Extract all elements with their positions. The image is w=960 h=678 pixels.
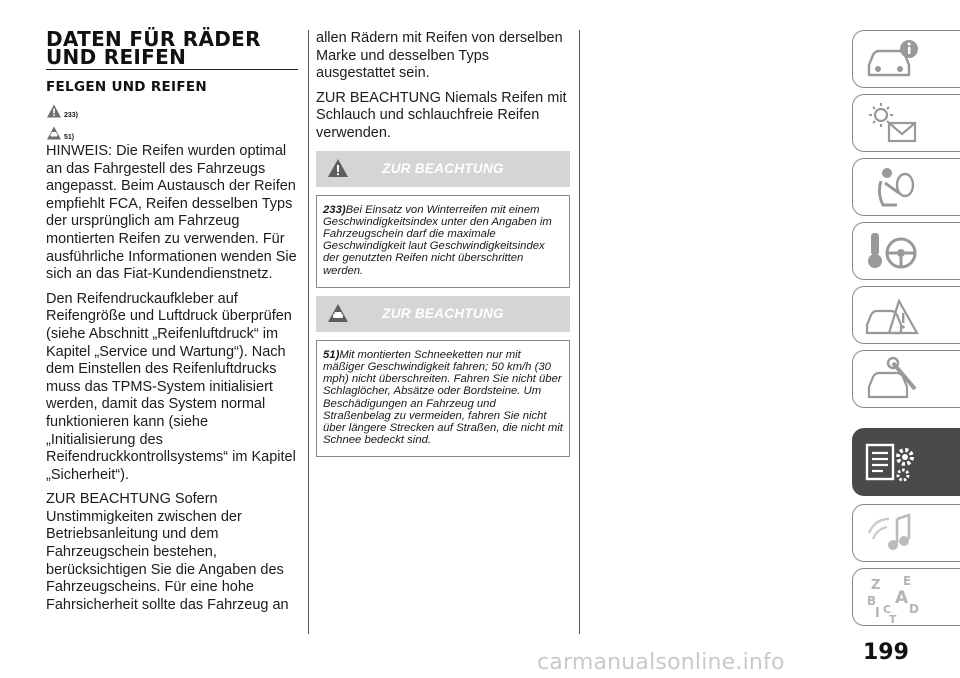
warning-text: Bei Einsatz von Winterreifen mit einem Geschwindigkeitsindex unter den Angaben im Fahrzeugschein darf die maximale Geschwindigkeit laut Geschwindigkeitsindex der genutzten Reifen nicht überschritten werden.: [323, 203, 552, 277]
section-heading-line-1: DATEN FÜR RÄDER: [46, 27, 261, 51]
multimedia-note-icon: [863, 509, 923, 559]
tab-vehicle-info[interactable]: [852, 30, 960, 88]
tab-index[interactable]: [852, 568, 960, 626]
tab-safety[interactable]: [852, 158, 960, 216]
warning-header-2: [316, 296, 570, 332]
index-letter-t: T: [889, 613, 897, 623]
section-heading: [46, 27, 298, 70]
car-hazard-icon: [46, 125, 62, 141]
technical-data-gear-icon: [863, 437, 923, 487]
warning-ref-233: [46, 99, 298, 119]
car-breakdown-icon: [863, 291, 923, 341]
tab-emergency[interactable]: [852, 286, 960, 344]
car-info-icon: [863, 35, 923, 85]
warning-ref-51: [46, 121, 298, 141]
sub-heading: FELGEN UND REIFEN: [46, 79, 207, 95]
alphabetical-index-icon: [863, 573, 923, 623]
index-letter-a: A: [895, 588, 909, 608]
warning-box-233: [316, 195, 570, 288]
page-number: 199: [863, 640, 909, 665]
column-divider: [308, 30, 309, 634]
key-steering-wheel-icon: [863, 227, 923, 277]
tab-starting-driving[interactable]: [852, 222, 960, 280]
paragraph-hinweis: HINWEIS: Die Reifen wurden optimal an das Fahrgestell des Fahrzeugs angepasst. Beim Austausch der Reifen empfiehlt FCA, Reifen desselben Typs der ursprünglich am Fahrzeug montierten Reifen zu verwenden. Für ausführliche Informationen wenden Sie sich an das Fiat-Kundendienstnetz.: [46, 143, 297, 283]
warning-number: 233): [323, 203, 346, 216]
section-heading-line-2: UND REIFEN: [46, 45, 187, 69]
index-letter-b: B: [867, 594, 877, 608]
dashboard-lights-icon: [863, 99, 923, 149]
paragraph-continued: allen Rädern mit Reifen von derselben Marke und desselben Typs ausgestattet sein.: [316, 30, 563, 82]
tab-dashboard[interactable]: [852, 94, 960, 152]
tab-maintenance[interactable]: [852, 350, 960, 408]
index-letter-e: E: [903, 574, 912, 588]
tab-multimedia[interactable]: [852, 504, 960, 562]
index-letter-z: Z: [871, 578, 881, 593]
index-letter-c: C: [883, 603, 892, 616]
paragraph-schlauch: ZUR BEACHTUNG Niemals Reifen mit Schlauch und schlauchfreie Reifen verwenden.: [316, 89, 567, 141]
index-letter-i: I: [875, 606, 880, 621]
ref-label: 233): [64, 112, 79, 119]
column-divider: [579, 30, 580, 634]
watermark: carmanualsonline.info: [537, 650, 785, 675]
warning-number: 51): [323, 348, 340, 361]
warning-triangle-icon: [46, 103, 62, 119]
ref-label: 51): [64, 134, 75, 141]
service-wrench-icon: [863, 355, 923, 405]
warning-box-51: [316, 340, 570, 458]
warning-text: Mit montierten Schneeketten nur mit mäßiger Geschwindigkeit fahren; 50 km/h (30 mph) nicht überschreiten. Fahren Sie nicht über Schlaglöcher, Absätze oder Bordsteine. Um Beschädigungen an Fahrzeug und Straßenbelag zu vermeiden, fahren Sie nicht über längere Strecken auf Straßen, die nicht mit Schnee bedeckt sind.: [323, 348, 563, 447]
left-column: [46, 27, 298, 621]
tab-technical-data[interactable]: [852, 428, 960, 496]
warning-title: ZUR BEACHTUNG: [382, 161, 504, 177]
index-letter-d: D: [909, 602, 919, 616]
warning-triangle-icon: [327, 158, 349, 178]
paragraph-zur-beachtung: ZUR BEACHTUNG Sofern Unstimmigkeiten zwischen der Betriebsanleitung und dem Fahrzeugschein bestehen, berücksichtigen Sie die Angaben des Fahrzeugscheins. Für eine hohe Fahrsicherheit sollte das Fahrzeug an: [46, 491, 289, 613]
middle-column: [316, 30, 570, 457]
warning-title: ZUR BEACHTUNG: [382, 306, 504, 322]
warning-header-1: [316, 151, 570, 187]
airbag-seat-icon: [863, 163, 923, 213]
paragraph-reifendruck: Den Reifendruckaufkleber auf Reifengröße und Luftdruck überprüfen (siehe Abschnitt „Reifenluftdruck“ im Kapitel „Service und Wartung“). Nach dem Einstellen des Reifenluftdrucks muss das TPMS-System initialisiert werden, damit das System normal funktionieren kann (siehe „Initialisierung des Reifendruckkontrollsystems“ im Kapitel „Sicherheit“).: [46, 290, 296, 483]
car-hazard-icon: [327, 303, 349, 323]
